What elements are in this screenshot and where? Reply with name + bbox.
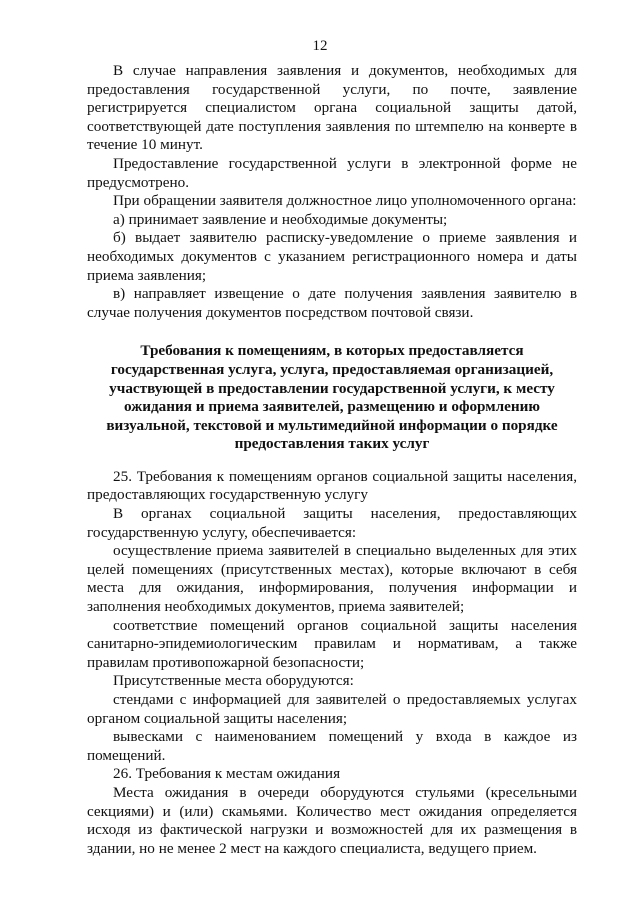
paragraph-25-intro: В органах социальной защиты населения, предоставляющих государственную услугу, обеспечивается: xyxy=(87,505,577,541)
paragraph-25-equipment: Присутственные места оборудуются: xyxy=(113,672,354,690)
paragraph-26-waiting: Места ожидания в очереди оборудуются стульями (кресельными секциями) и (или) скамьями. Количество мест ожидания определяется исходя из фактической нагрузки и возможностей для их размещения в здании, но не менее 2 мест на каждого специалиста, ведущего прием. xyxy=(87,783,577,857)
paragraph-mail-registration: В случае направления заявления и документов, необходимых для предоставления государственной услуги, по почте, заявление регистрируется специалистом органа социальной защиты датой, соответствующей дате поступления заявления по штемпелю на конверте в течение 10 минут. xyxy=(87,62,577,154)
paragraph-25-title: 25. Требования к помещениям органов социальной защиты населения, предоставляющих государственную услугу xyxy=(87,467,577,504)
paragraph-item-v: в) направляет извещение о дате получения заявления заявителю в случае получения документов посредством почтовой связи. xyxy=(87,285,577,321)
document-body xyxy=(87,62,577,858)
paragraph-item-b: б) выдает заявителю расписку-уведомление о приеме заявления и необходимых документов с указанием регистрационного номера и даты приема заявления; xyxy=(87,229,577,284)
paragraph-26-title: 26. Требования к местам ожидания xyxy=(113,765,341,783)
paragraph-25-signs: вывесками с наименованием помещений у входа в каждое из помещений. xyxy=(87,728,577,764)
paragraph-25-compliance: соответствие помещений органов социальной защиты населения санитарно-эпидемиологическим правилам и нормативам, а также правилам противопожарной безопасности; xyxy=(87,616,577,671)
paragraph-electronic-form: Предоставление государственной услуги в электронной форме не предусмотрено. xyxy=(87,154,577,191)
paragraph-item-a: а) принимает заявление и необходимые документы; xyxy=(113,210,448,228)
page-number: 12 xyxy=(312,38,328,54)
paragraph-25-reception: осуществление приема заявителей в специально выделенных для этих целей помещениях (присутственных местах), которые включают в себя места для ожидания, информирования, получения информации и заполнения необходимых документов, приема заявителей; xyxy=(87,542,577,616)
section-heading: Требования к помещениям, в которых предоставляется государственная услуга, услуга, предоставляемая организацией, участвующей в предоставлении государственной услуги, к месту ожидания и приема заявителей, размещению и оформлению визуальной, текстовой и мультимедийной информации о порядке предоставления таких услуг xyxy=(106,342,558,453)
paragraph-official-duties: При обращении заявителя должностное лицо уполномоченного органа: xyxy=(113,192,577,210)
paragraph-25-stands: стендами с информацией для заявителей о предоставляемых услугах органом социальной защиты населения; xyxy=(87,691,577,727)
